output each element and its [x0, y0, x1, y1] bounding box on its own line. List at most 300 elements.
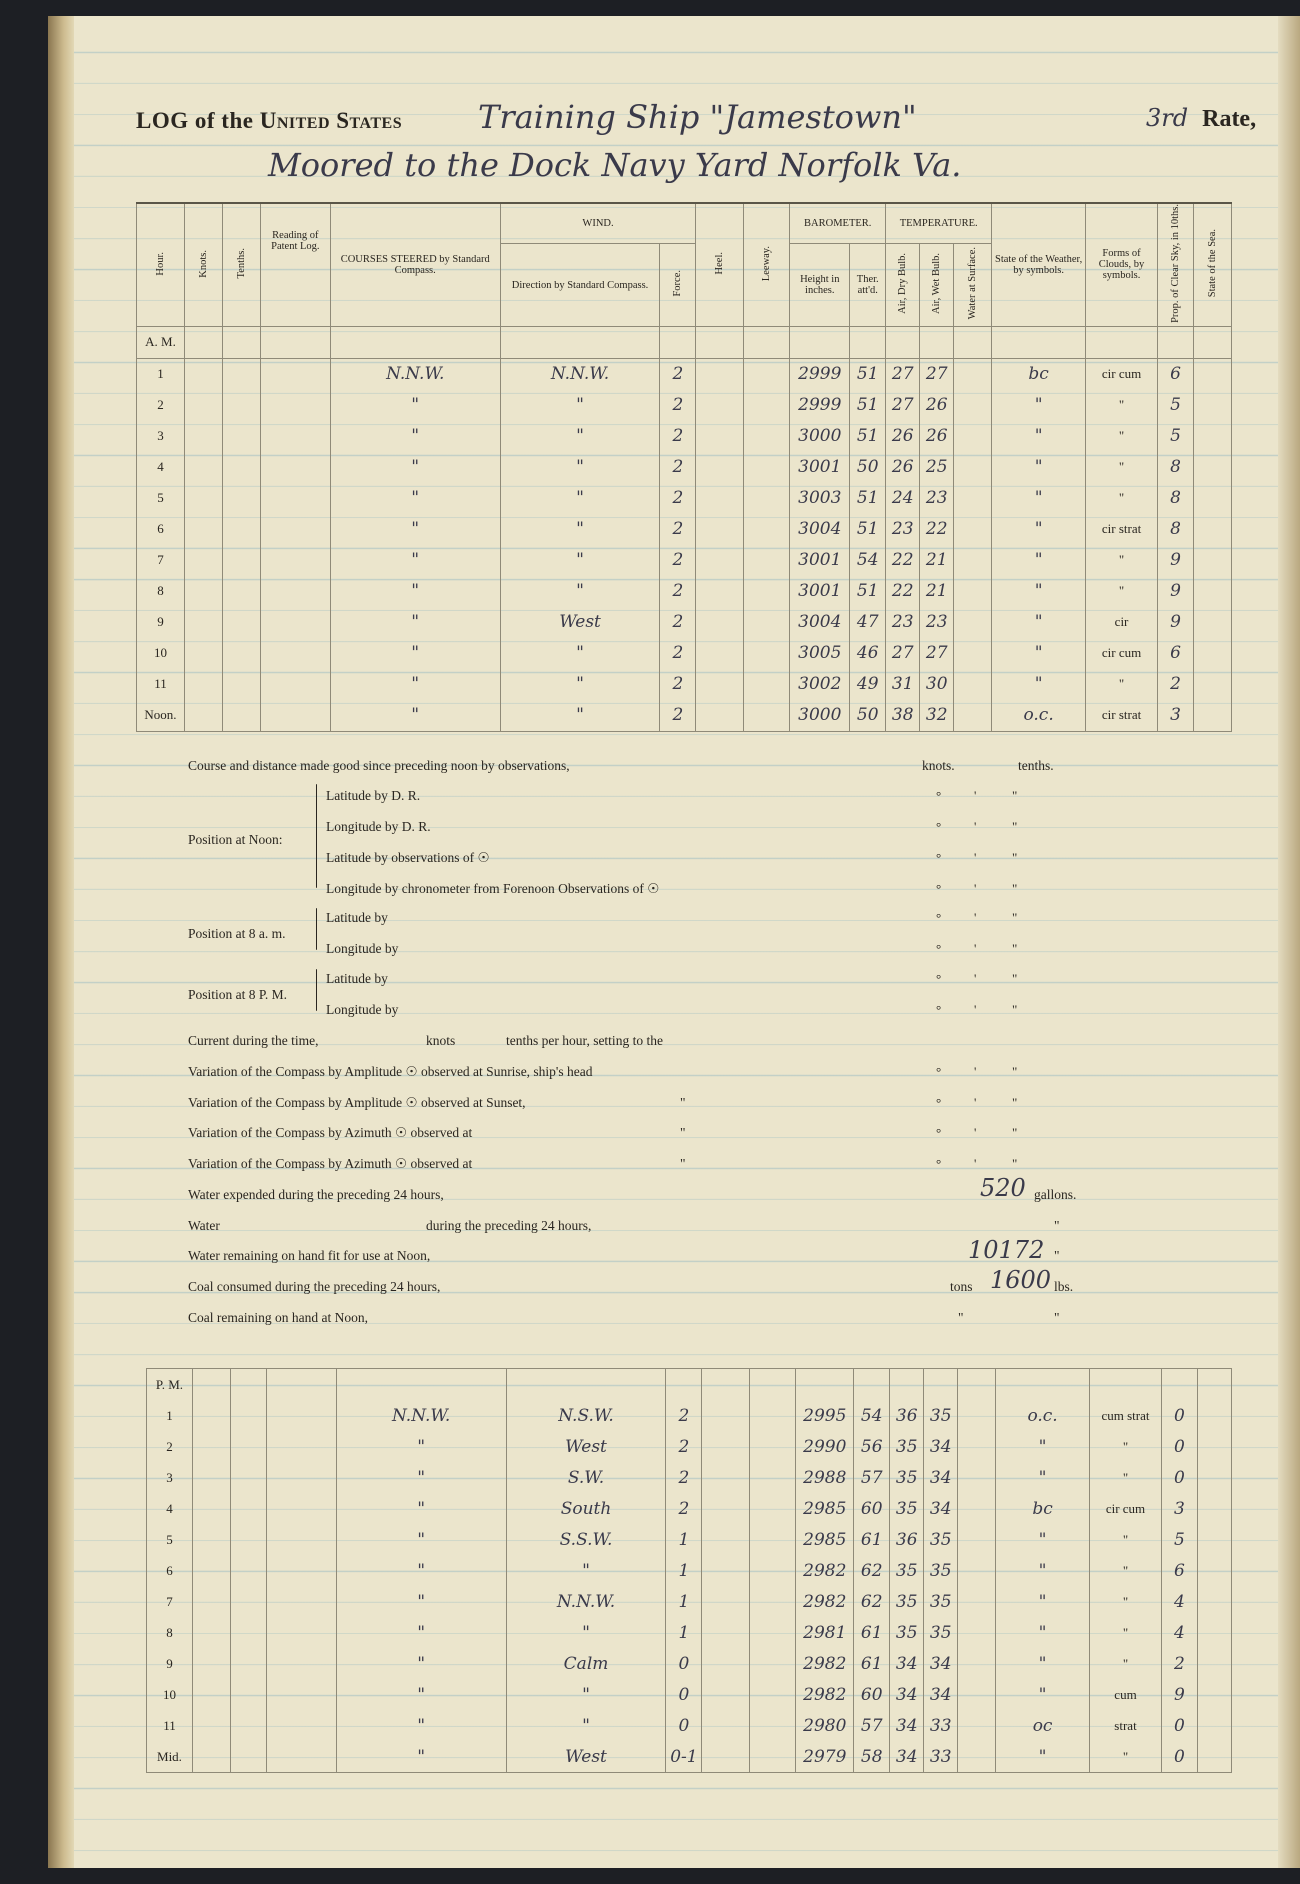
- am-cell-force: 2: [660, 607, 696, 638]
- pm-cell-wind-direction: South: [506, 1493, 666, 1524]
- am-cell-hour: Noon.: [137, 700, 185, 732]
- am-cell-force: 2: [660, 576, 696, 607]
- pm-cell-sea: [1197, 1555, 1231, 1586]
- pm-cell-water-surface: [958, 1648, 996, 1679]
- am-cell-water-surface: [954, 669, 992, 700]
- am-log-row: [137, 576, 1232, 607]
- pm-cell-sea: [1197, 1710, 1231, 1741]
- degree-marks: [936, 788, 1050, 804]
- pm-cell-baro-height: 2990: [796, 1431, 854, 1462]
- col-knots: Knots.: [197, 249, 209, 278]
- am-cell-weather: ": [992, 483, 1086, 514]
- col-leeway: Leeway.: [761, 245, 773, 282]
- am-cell-wind-direction: N.N.W.: [500, 358, 660, 390]
- pm-cell-leeway: [750, 1648, 796, 1679]
- am-cell-hour: 4: [137, 452, 185, 483]
- book-binding: [48, 16, 74, 1868]
- pm-cell-sea: [1197, 1462, 1231, 1493]
- pm-cell-hour: 8: [147, 1617, 193, 1648]
- lbs-label: lbs.: [1054, 1279, 1074, 1294]
- pm-cell-baro-height: 2988: [796, 1462, 854, 1493]
- am-cell-leeway: [744, 545, 790, 576]
- degree-mark: ': [974, 1125, 977, 1140]
- pm-cell-air-wet: 34: [924, 1679, 958, 1710]
- am-cell-clear-sky: 6: [1158, 358, 1194, 390]
- pm-cell-ther: 62: [854, 1586, 890, 1617]
- degree-mark: ": [1012, 1064, 1018, 1079]
- am-cell-air-dry: 23: [886, 607, 920, 638]
- am-cell-leeway: [744, 576, 790, 607]
- pm-cell-patent-log: [266, 1555, 336, 1586]
- am-cell-water-surface: [954, 421, 992, 452]
- pm-cell-wind-direction: N.N.W.: [506, 1586, 666, 1617]
- am-cell-knots: [184, 545, 222, 576]
- degree-marks: [936, 941, 1050, 957]
- pm-cell-water-surface: [958, 1400, 996, 1431]
- pm-cell-weather: ": [996, 1741, 1090, 1773]
- pm-cell-clear-sky: 6: [1161, 1555, 1197, 1586]
- pm-cell-tenths: [230, 1462, 266, 1493]
- degree-marks: [936, 850, 1050, 866]
- am-cell-ther: 51: [850, 421, 886, 452]
- long-chron: Longitude by chronometer from Forenoon Observations of ☉: [326, 881, 660, 896]
- am-cell-knots: [184, 390, 222, 421]
- am-cell-heel: [696, 514, 744, 545]
- am-cell-tenths: [222, 358, 260, 390]
- ship-name: Training Ship "Jamestown": [478, 98, 917, 136]
- pm-cell-sea: [1197, 1617, 1231, 1648]
- am-cell-weather: o.c.: [992, 700, 1086, 732]
- am-cell-air-dry: 26: [886, 421, 920, 452]
- am-cell-sea: [1193, 358, 1231, 390]
- am-cell-clear-sky: 8: [1158, 514, 1194, 545]
- pm-cell-hour: 6: [147, 1555, 193, 1586]
- am-cell-hour: 1: [137, 358, 185, 390]
- am-cell-knots: [184, 452, 222, 483]
- am-cell-clear-sky: 9: [1158, 607, 1194, 638]
- pm-cell-clear-sky: 0: [1161, 1400, 1197, 1431]
- am-cell-water-surface: [954, 607, 992, 638]
- am-cell-air-wet: 26: [920, 421, 954, 452]
- pm-cell-hour: 10: [147, 1679, 193, 1710]
- pm-cell-heel: [702, 1400, 750, 1431]
- degree-marks: [936, 1064, 1050, 1080]
- pm-cell-clouds: ": [1090, 1555, 1162, 1586]
- am-cell-ther: 51: [850, 390, 886, 421]
- am-cell-clouds: cir: [1086, 607, 1158, 638]
- am-cell-force: 2: [660, 638, 696, 669]
- am-cell-patent-log: [260, 700, 330, 732]
- am-cell-patent-log: [260, 514, 330, 545]
- am-cell-water-surface: [954, 483, 992, 514]
- position-8am-label: Position at 8 a. m.: [188, 926, 286, 941]
- col-temperature: TEMPERATURE.: [886, 203, 992, 244]
- am-cell-air-dry: 27: [886, 390, 920, 421]
- pm-cell-heel: [702, 1493, 750, 1524]
- pm-cell-air-wet: 35: [924, 1400, 958, 1431]
- lat-8pm: Latitude by: [326, 971, 388, 986]
- pm-cell-weather: ": [996, 1617, 1090, 1648]
- am-cell-heel: [696, 452, 744, 483]
- water-line-a: Water: [188, 1218, 220, 1233]
- degree-mark: ': [974, 1002, 977, 1017]
- pm-cell-air-wet: 33: [924, 1741, 958, 1773]
- pm-cell-force: 1: [666, 1617, 702, 1648]
- pm-cell-ther: 60: [854, 1493, 890, 1524]
- am-cell-air-wet: 23: [920, 607, 954, 638]
- am-cell-knots: [184, 514, 222, 545]
- degree-marks: [936, 1095, 1050, 1111]
- am-cell-clouds: ": [1086, 452, 1158, 483]
- pm-cell-tenths: [230, 1400, 266, 1431]
- pm-cell-water-surface: [958, 1586, 996, 1617]
- degree-mark: °: [936, 881, 942, 896]
- pm-cell-clear-sky: 0: [1161, 1431, 1197, 1462]
- pm-cell-ther: 61: [854, 1524, 890, 1555]
- degree-mark: °: [936, 1125, 942, 1140]
- degree-marks: [936, 1156, 1050, 1172]
- pm-cell-baro-height: 2982: [796, 1586, 854, 1617]
- location: Moored to the Dock Navy Yard Norfolk Va.: [268, 146, 962, 184]
- am-cell-weather: ": [992, 452, 1086, 483]
- pm-cell-clear-sky: 4: [1161, 1617, 1197, 1648]
- am-cell-clouds: cir strat: [1086, 700, 1158, 732]
- am-cell-tenths: [222, 421, 260, 452]
- am-cell-air-dry: 23: [886, 514, 920, 545]
- pm-cell-force: 1: [666, 1524, 702, 1555]
- long-8am: Longitude by: [326, 941, 399, 956]
- pm-cell-patent-log: [266, 1617, 336, 1648]
- coal-value: 1600: [990, 1266, 1052, 1294]
- pm-cell-tenths: [230, 1741, 266, 1773]
- var-sunrise: Variation of the Compass by Amplitude ☉ observed at Sunrise, ship's head: [188, 1064, 593, 1079]
- am-cell-clouds: ": [1086, 421, 1158, 452]
- pm-cell-knots: [192, 1617, 230, 1648]
- pm-cell-air-dry: 35: [890, 1555, 924, 1586]
- ditto-3: ": [680, 1156, 686, 1171]
- am-log-row: [137, 514, 1232, 545]
- am-cell-tenths: [222, 700, 260, 732]
- pm-cell-knots: [192, 1741, 230, 1773]
- pm-cell-air-wet: 35: [924, 1524, 958, 1555]
- pm-cell-sea: [1197, 1400, 1231, 1431]
- am-cell-air-dry: 31: [886, 669, 920, 700]
- am-cell-course: ": [330, 514, 500, 545]
- am-cell-baro-height: 2999: [790, 390, 850, 421]
- am-cell-baro-height: 3000: [790, 700, 850, 732]
- pm-cell-water-surface: [958, 1431, 996, 1462]
- pm-cell-course: ": [336, 1648, 506, 1679]
- am-cell-leeway: [744, 358, 790, 390]
- am-cell-heel: [696, 390, 744, 421]
- am-cell-clouds: ": [1086, 545, 1158, 576]
- am-cell-force: 2: [660, 452, 696, 483]
- degree-mark: ': [974, 850, 977, 865]
- pm-cell-leeway: [750, 1586, 796, 1617]
- pm-cell-sea: [1197, 1586, 1231, 1617]
- pm-cell-wind-direction: S.W.: [506, 1462, 666, 1493]
- pm-cell-wind-direction: West: [506, 1431, 666, 1462]
- am-cell-heel: [696, 576, 744, 607]
- pm-cell-leeway: [750, 1617, 796, 1648]
- current-line-c: tenths per hour, setting to the: [506, 1033, 663, 1048]
- pm-cell-ther: 60: [854, 1679, 890, 1710]
- am-label: A. M.: [137, 326, 185, 358]
- am-cell-water-surface: [954, 390, 992, 421]
- pm-cell-hour: 2: [147, 1431, 193, 1462]
- am-cell-sea: [1193, 483, 1231, 514]
- am-log-row: [137, 669, 1232, 700]
- pm-cell-clear-sky: 0: [1161, 1741, 1197, 1773]
- pm-cell-water-surface: [958, 1462, 996, 1493]
- am-cell-clear-sky: 2: [1158, 669, 1194, 700]
- degree-mark: ': [974, 971, 977, 986]
- pm-cell-hour: 3: [147, 1462, 193, 1493]
- pm-cell-air-dry: 35: [890, 1431, 924, 1462]
- pm-cell-wind-direction: West: [506, 1741, 666, 1773]
- am-cell-course: ": [330, 421, 500, 452]
- pm-cell-sea: [1197, 1679, 1231, 1710]
- pm-cell-tenths: [230, 1586, 266, 1617]
- am-cell-hour: 3: [137, 421, 185, 452]
- am-cell-knots: [184, 421, 222, 452]
- pm-cell-knots: [192, 1586, 230, 1617]
- am-log-table: [136, 202, 1232, 732]
- am-cell-course: ": [330, 669, 500, 700]
- pm-cell-knots: [192, 1679, 230, 1710]
- pm-cell-sea: [1197, 1741, 1231, 1773]
- am-cell-air-wet: 21: [920, 576, 954, 607]
- pm-log-row: [147, 1741, 1232, 1773]
- am-cell-sea: [1193, 514, 1231, 545]
- am-cell-ther: 51: [850, 358, 886, 390]
- am-log-row: [137, 638, 1232, 669]
- col-wind-direction: Direction by Standard Compass.: [500, 244, 660, 327]
- pm-cell-force: 2: [666, 1462, 702, 1493]
- am-cell-patent-log: [260, 452, 330, 483]
- am-cell-patent-log: [260, 669, 330, 700]
- pm-cell-weather: bc: [996, 1493, 1090, 1524]
- pm-cell-ther: 56: [854, 1431, 890, 1462]
- pm-cell-clear-sky: 0: [1161, 1462, 1197, 1493]
- degree-mark: °: [936, 850, 942, 865]
- degree-mark: ': [974, 881, 977, 896]
- am-cell-heel: [696, 421, 744, 452]
- pm-cell-patent-log: [266, 1493, 336, 1524]
- am-cell-air-wet: 27: [920, 358, 954, 390]
- am-cell-tenths: [222, 576, 260, 607]
- am-log-row: [137, 390, 1232, 421]
- pm-cell-wind-direction: ": [506, 1617, 666, 1648]
- pm-cell-sea: [1197, 1431, 1231, 1462]
- water-expended: Water expended during the preceding 24 hours,: [188, 1187, 444, 1202]
- pm-cell-weather: ": [996, 1648, 1090, 1679]
- am-cell-wind-direction: ": [500, 669, 660, 700]
- am-cell-leeway: [744, 452, 790, 483]
- am-cell-air-wet: 26: [920, 390, 954, 421]
- pm-cell-tenths: [230, 1648, 266, 1679]
- pm-cell-force: 2: [666, 1431, 702, 1462]
- am-cell-ther: 49: [850, 669, 886, 700]
- degree-mark: ": [1012, 1095, 1018, 1110]
- pm-cell-heel: [702, 1710, 750, 1741]
- pm-cell-water-surface: [958, 1741, 996, 1773]
- am-cell-clear-sky: 9: [1158, 545, 1194, 576]
- pm-cell-sea: [1197, 1648, 1231, 1679]
- am-log-row: [137, 483, 1232, 514]
- am-cell-water-surface: [954, 514, 992, 545]
- am-cell-clouds: ": [1086, 669, 1158, 700]
- am-cell-wind-direction: ": [500, 421, 660, 452]
- pm-cell-hour: 11: [147, 1710, 193, 1741]
- am-cell-wind-direction: ": [500, 638, 660, 669]
- am-cell-air-dry: 27: [886, 638, 920, 669]
- pm-cell-leeway: [750, 1493, 796, 1524]
- pm-cell-air-wet: 35: [924, 1617, 958, 1648]
- degree-mark: °: [936, 788, 942, 803]
- degree-marks: [936, 819, 1050, 835]
- col-wind: WIND.: [500, 203, 696, 244]
- log-title: LOG of the United States: [136, 108, 403, 133]
- col-clear-sky: Prop. of Clear Sky, in 10ths.: [1169, 204, 1181, 323]
- degree-mark: ": [1012, 1156, 1018, 1171]
- am-cell-heel: [696, 545, 744, 576]
- lat-dr: Latitude by D. R.: [326, 788, 421, 803]
- degree-mark: ": [1012, 1125, 1018, 1140]
- pm-cell-course: ": [336, 1462, 506, 1493]
- am-cell-air-dry: 22: [886, 576, 920, 607]
- am-cell-hour: 5: [137, 483, 185, 514]
- pm-cell-course: ": [336, 1524, 506, 1555]
- pm-cell-clear-sky: 4: [1161, 1586, 1197, 1617]
- pm-cell-knots: [192, 1648, 230, 1679]
- tenths-label: tenths.: [1018, 758, 1054, 773]
- pm-cell-course: ": [336, 1741, 506, 1773]
- am-cell-weather: ": [992, 576, 1086, 607]
- degree-mark: °: [936, 971, 942, 986]
- degree-mark: ": [1012, 941, 1018, 956]
- pm-cell-force: 0: [666, 1710, 702, 1741]
- pm-cell-heel: [702, 1555, 750, 1586]
- pm-cell-air-dry: 35: [890, 1586, 924, 1617]
- am-cell-air-wet: 27: [920, 638, 954, 669]
- pm-cell-baro-height: 2985: [796, 1493, 854, 1524]
- lat-8am: Latitude by: [326, 910, 388, 925]
- am-cell-weather: ": [992, 390, 1086, 421]
- am-cell-baro-height: 3005: [790, 638, 850, 669]
- pm-cell-force: 0: [666, 1648, 702, 1679]
- coal-consumed: Coal consumed during the preceding 24 hours,: [188, 1279, 441, 1294]
- am-cell-knots: [184, 576, 222, 607]
- am-cell-leeway: [744, 390, 790, 421]
- am-cell-sea: [1193, 700, 1231, 732]
- pm-cell-air-dry: 34: [890, 1741, 924, 1773]
- degree-mark: ': [974, 941, 977, 956]
- gallons-label: gallons.: [1034, 1187, 1077, 1202]
- pm-cell-patent-log: [266, 1400, 336, 1431]
- pm-cell-heel: [702, 1648, 750, 1679]
- am8-bracket: [316, 908, 317, 950]
- am-cell-patent-log: [260, 607, 330, 638]
- noon-bracket: [316, 784, 317, 888]
- am-cell-sea: [1193, 390, 1231, 421]
- ditto-6: ": [958, 1310, 964, 1325]
- pm-log-row: [147, 1679, 1232, 1710]
- am-cell-baro-height: 3000: [790, 421, 850, 452]
- pm-cell-hour: 7: [147, 1586, 193, 1617]
- pm-cell-air-dry: 35: [890, 1617, 924, 1648]
- pm-cell-leeway: [750, 1462, 796, 1493]
- degree-mark: °: [936, 819, 942, 834]
- am-log-row: [137, 358, 1232, 390]
- pm-log-row: [147, 1431, 1232, 1462]
- am-cell-air-dry: 24: [886, 483, 920, 514]
- pm-cell-clouds: ": [1090, 1617, 1162, 1648]
- page-edge: [1278, 16, 1300, 1868]
- am-cell-heel: [696, 607, 744, 638]
- pm-cell-weather: o.c.: [996, 1400, 1090, 1431]
- pm-cell-wind-direction: Calm: [506, 1648, 666, 1679]
- pm-cell-baro-height: 2982: [796, 1555, 854, 1586]
- pm-cell-clear-sky: 0: [1161, 1710, 1197, 1741]
- am-cell-force: 2: [660, 545, 696, 576]
- pm-cell-knots: [192, 1493, 230, 1524]
- degree-mark: °: [936, 941, 942, 956]
- col-clouds: Forms of Clouds, by symbols.: [1086, 203, 1158, 326]
- am-cell-patent-log: [260, 576, 330, 607]
- pm-cell-clouds: cir cum: [1090, 1493, 1162, 1524]
- am-cell-tenths: [222, 514, 260, 545]
- am-cell-air-wet: 30: [920, 669, 954, 700]
- am-cell-hour: 7: [137, 545, 185, 576]
- pm-cell-leeway: [750, 1679, 796, 1710]
- am-cell-patent-log: [260, 390, 330, 421]
- am-cell-leeway: [744, 700, 790, 732]
- pm-cell-clouds: cum: [1090, 1679, 1162, 1710]
- pm-cell-ther: 61: [854, 1617, 890, 1648]
- pm-cell-hour: 5: [147, 1524, 193, 1555]
- degree-mark: °: [936, 1002, 942, 1017]
- col-height: Height in inches.: [790, 244, 850, 327]
- pm-cell-tenths: [230, 1431, 266, 1462]
- degree-mark: ": [1012, 1002, 1018, 1017]
- pm-cell-heel: [702, 1679, 750, 1710]
- am-cell-air-dry: 27: [886, 358, 920, 390]
- am-cell-ther: 51: [850, 576, 886, 607]
- pm-cell-wind-direction: S.S.W.: [506, 1524, 666, 1555]
- am-cell-course: ": [330, 483, 500, 514]
- am-cell-weather: ": [992, 545, 1086, 576]
- am-cell-wind-direction: ": [500, 452, 660, 483]
- rate: 3rd Rate,: [1146, 104, 1257, 132]
- am-cell-hour: 10: [137, 638, 185, 669]
- var-sunset: Variation of the Compass by Amplitude ☉ observed at Sunset,: [188, 1095, 526, 1110]
- pm-cell-weather: ": [996, 1555, 1090, 1586]
- pm-cell-clouds: ": [1090, 1524, 1162, 1555]
- pm-cell-patent-log: [266, 1741, 336, 1773]
- pm-log-row: [147, 1493, 1232, 1524]
- am-cell-heel: [696, 483, 744, 514]
- pm-cell-knots: [192, 1524, 230, 1555]
- am-cell-ther: 50: [850, 700, 886, 732]
- am-cell-clouds: cir cum: [1086, 638, 1158, 669]
- pm-cell-wind-direction: ": [506, 1710, 666, 1741]
- col-water-surface: Water at Surface.: [967, 247, 979, 320]
- am-cell-force: 2: [660, 358, 696, 390]
- pm-cell-heel: [702, 1462, 750, 1493]
- am-cell-leeway: [744, 638, 790, 669]
- col-force: Force.: [672, 270, 684, 297]
